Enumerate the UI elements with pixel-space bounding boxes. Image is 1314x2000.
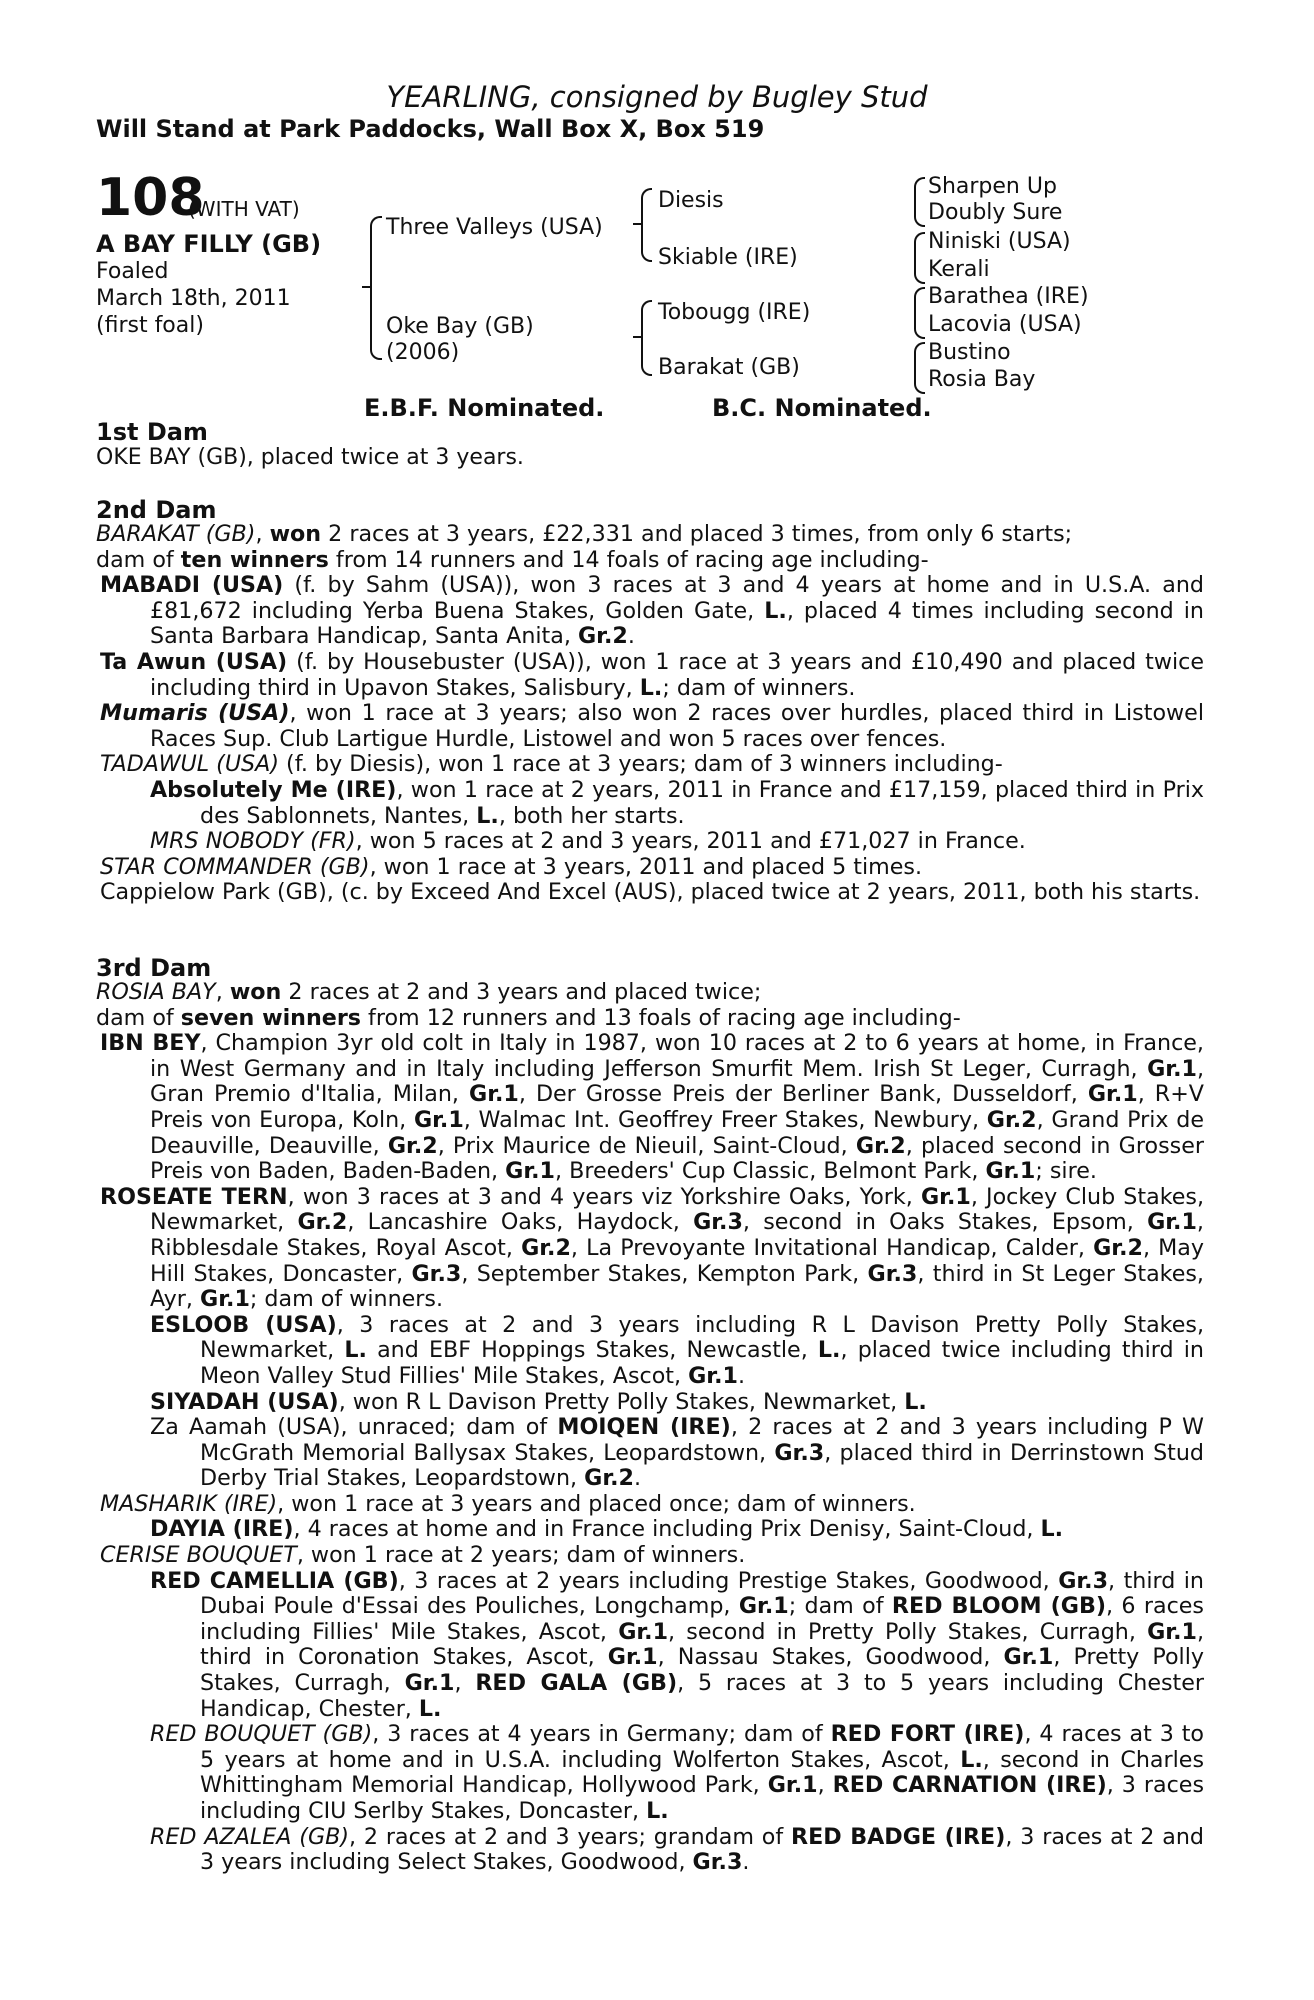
produce-cerise-bouquet: CERISE BOUQUET, won 1 race at 2 years; dam of winners. [100,1542,746,1569]
ped-ssd: Doubly Sure [928,200,1063,225]
vat-note: (WITH VAT) [188,197,300,221]
ebf-nomination: E.B.F. Nominated. [364,394,605,422]
produce-red-azalea: RED AZALEA (GB), 2 races at 2 and 3 years; grandam of RED BADGE (IRE), 3 races at 2 and 3 years including Select Stakes, Goodwood, Gr.3. [150,1823,1204,1876]
pedigree-brace-ds [914,287,925,339]
second-dam-produce: dam of ten winners from 14 runners and 14 foals of racing age including- [96,546,929,573]
pedigree-brace-sire-point [633,223,641,225]
ped-dsd: Lacovia (USA) [928,312,1082,337]
horse-name: A BAY FILLY (GB) [96,230,322,258]
lot-number: 108 [96,168,205,228]
pedigree-brace-main [370,216,382,360]
pedigree-brace-main-point [362,286,370,288]
second-dam-intro: BARAKAT (GB), won 2 races at 3 years, £22,331 and placed 3 times, from only 6 starts; [96,521,1073,547]
produce-roseate-tern: ROSEATE TERN, won 3 races at 3 and 4 years viz Yorkshire Oaks, York, Gr.1, Jockey Club Stakes, Newmarket, Gr.2, Lancashire Oaks, Haydock, Gr.3, second in Oaks Stakes, Epsom, Gr.1, Ribblesdale Stakes, Royal Ascot, Gr.2, La Prevoyante Invitational Handicap, Calder, Gr.2, May Hill Stakes, Doncaster, Gr.3, September Stakes, Kempton Park, Gr.3, third in St Leger Stakes, Ayr, Gr.1; dam of winners. [100,1183,1205,1313]
ped-dds: Bustino [928,340,1011,365]
produce-red-camellia: RED CAMELLIA (GB), 3 races at 2 years including Prestige Stakes, Goodwood, Gr.3, third in Dubai Poule d'Essai des Pouliches, Longchamp, Gr.1; dam of RED BLOOM (GB), 6 races including Fillies' Mile Stakes, Ascot, Gr.1, second in Pretty Polly Stakes, Curragh, Gr.1, third in Coronation Stakes, Ascot, Gr.1, Nassau Stakes, Goodwood, Gr.1, Pretty Polly Stakes, Curragh, Gr.1, RED GALA (GB), 5 races at 3 to 5 years including Chester Handicap, Chester, L. [150,1567,1205,1722]
dam-name: Oke Bay (GB) [386,314,534,339]
dam-year: (2006) [386,340,460,365]
produce-za-aamah: Za Aamah (USA), unraced; dam of MOIQEN (IRE), 2 races at 2 and 3 years including P W McGrath Memorial Ballysax Stakes, Leopardstown, Gr.3, placed third in Derrinstown Stud Derby Trial Stakes, Leopardstown, Gr.2. [150,1414,1204,1492]
produce-red-bouquet: RED BOUQUET (GB), 3 races at 4 years in Germany; dam of RED FORT (IRE), 4 races at 3 to 5 years at home and in U.S.A. including Wolferton Stakes, Ascot, L., second in Charles Whittingham Memorial Handicap, Hollywood Park, Gr.1, RED CARNATION (IRE), 3 races including CIU Serlby Stakes, Doncaster, L. [150,1721,1205,1824]
ped-sds: Niniski (USA) [928,229,1071,254]
dam-dam: Barakat (GB) [658,355,800,380]
foaled-label: Foaled [96,259,169,284]
pedigree-brace-dam [641,300,652,376]
produce-ta-awun: Ta Awun (USA) (f. by Housebuster (USA)), won 1 race at 3 years and £10,490 and placed twice including third in Upavon Stakes, Salisbury, L.; dam of winners. [100,648,1204,701]
foal-note: (first foal) [96,313,204,338]
produce-dayia: DAYIA (IRE), 4 races at home and in France including Prix Denisy, Saint-Cloud, L. [150,1516,1064,1543]
pedigree-brace-dam-point [633,336,641,338]
ped-sss: Sharpen Up [928,174,1057,199]
produce-masharik: MASHARIK (IRE), won 1 race at 3 years and placed once; dam of winners. [100,1490,916,1517]
pedigree-brace-ss [914,177,925,227]
first-dam-heading: 1st Dam [96,418,208,446]
produce-tadawul: TADAWUL (USA) (f. by Diesis), won 1 race at 3 years; dam of 3 winners including- [100,751,1003,778]
pedigree-brace-sire [641,188,652,262]
second-dam-heading: 2nd Dam [96,496,217,524]
dam-sire: Tobougg (IRE) [658,300,811,325]
first-dam-text: OKE BAY (GB), placed twice at 3 years. [96,445,524,470]
third-dam-heading: 3rd Dam [96,954,212,982]
stand-location: Will Stand at Park Paddocks, Wall Box X, Box 519 [96,115,765,143]
produce-mrs-nobody: MRS NOBODY (FR), won 5 races at 2 and 3 years, 2011 and £71,027 in France. [150,828,1026,855]
ped-ddd: Rosia Bay [928,367,1036,392]
ped-sdd: Kerali [928,257,990,282]
ped-dss: Barathea (IRE) [928,284,1089,309]
bc-nomination: B.C. Nominated. [712,394,932,422]
produce-esloob: ESLOOB (USA), 3 races at 2 and 3 years including R L Davison Pretty Polly Stakes, Newmarket, L. and EBF Hoppings Stakes, Newcastle, L., placed twice including third in Meon Valley Stud Fillies' Mile Stakes, Ascot, Gr.1. [150,1311,1204,1389]
pedigree-brace-sd [914,232,925,284]
produce-star-commander: STAR COMMANDER (GB), won 1 race at 3 years, 2011 and placed 5 times. [100,853,923,880]
second-dam-body [96,522,1204,906]
third-dam-body [96,980,1204,1876]
produce-cappielow-park: Cappielow Park (GB), (c. by Exceed And Excel (AUS), placed twice at 2 years, 2011, both his starts. [100,879,1201,906]
sire-dam: Skiable (IRE) [658,245,798,270]
sire-sire: Diesis [658,188,724,213]
third-dam-produce: dam of seven winners from 12 runners and 13 foals of racing age including- [96,1004,961,1031]
sire-name: Three Valleys (USA) [386,215,603,240]
produce-ibn-bey: IBN BEY, Champion 3yr old colt in Italy in 1987, won 10 races at 2 to 6 years at home, in France, in West Germany and in Italy including Jefferson Smurfit Mem. Irish St Leger, Curragh, Gr.1, Gran Premio d'Italia, Milan, Gr.1, Der Grosse Preis der Berliner Bank, Dusseldorf, Gr.1, R+V Preis von Europa, Koln, Gr.1, Walmac Int. Geoffrey Freer Stakes, Newbury, Gr.2, Grand Prix de Deauville, Deauville, Gr.2, Prix Maurice de Nieuil, Saint-Cloud, Gr.2, placed second in Grosser Preis von Baden, Baden-Baden, Gr.1, Breeders' Cup Classic, Belmont Park, Gr.1; sire. [100,1030,1204,1185]
produce-mumaris: Mumaris (USA), won 1 race at 3 years; also won 2 races over hurdles, placed third in Listowel Races Sup. Club Lartigue Hurdle, Listowel and won 5 races over fences. [100,700,1204,752]
produce-absolutely-me: Absolutely Me (IRE), won 1 race at 2 years, 2011 in France and £17,159, placed third in Prix des Sablonnets, Nantes, L., both her starts. [150,776,1204,829]
produce-siyadah: SIYADAH (USA), won R L Davison Pretty Polly Stakes, Newmarket, L. [150,1388,927,1415]
foaled-date: March 18th, 2011 [96,286,291,311]
pedigree-brace-dd [914,342,925,394]
page-title: YEARLING, consigned by Bugley Stud [386,80,928,114]
produce-mabadi: MABADI (USA) (f. by Sahm (USA)), won 3 races at 3 and 4 years at home and in U.S.A. and £81,672 including Yerba Buena Stakes, Golden Gate, L., placed 4 times including second in Santa Barbara Handicap, Santa Anita, Gr.2. [100,572,1204,650]
third-dam-intro: ROSIA BAY, won 2 races at 2 and 3 years and placed twice; [96,979,762,1005]
